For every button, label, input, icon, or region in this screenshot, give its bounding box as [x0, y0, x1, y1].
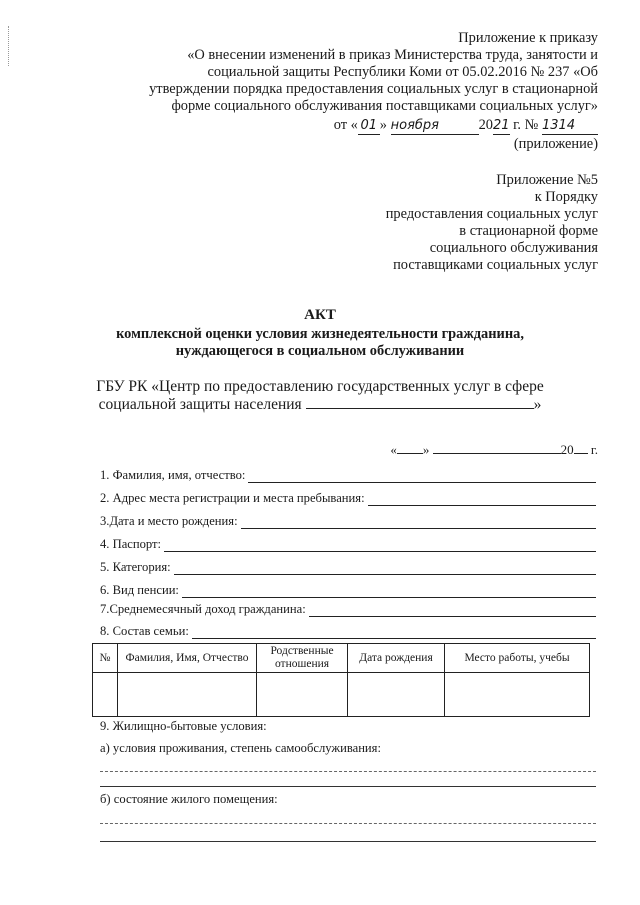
col-number: №: [93, 644, 118, 673]
act-date-open: «: [390, 442, 397, 457]
field-address-input[interactable]: [368, 494, 596, 506]
appendix5-line-1: Приложение №5: [496, 172, 598, 188]
col-relation: Родственные отношения: [257, 644, 348, 673]
table-cell[interactable]: [348, 673, 445, 717]
living-a-line-1[interactable]: [100, 771, 596, 772]
field-label: 8. Состав семьи:: [100, 624, 189, 638]
col-workplace: Место работы, учебы: [445, 644, 590, 673]
act-subtitle-1: комплексной оценки условия жизнедеятельности гражданина,: [116, 326, 524, 342]
appendix-title: Приложение к приказу: [458, 30, 598, 46]
field-address: [100, 491, 596, 506]
family-table: [92, 643, 590, 717]
living-title-text: 9. Жилищно-бытовые условия:: [100, 719, 267, 733]
appendix5-line-4: в стационарной форме: [459, 223, 598, 239]
col-birth-date: Дата рождения: [348, 644, 445, 673]
act-year-blank: [574, 443, 588, 454]
field-birth-input[interactable]: [241, 517, 596, 529]
act-year-prefix: 20: [560, 442, 574, 457]
field-label: 6. Вид пенсии:: [100, 583, 179, 597]
act-title: АКТ: [304, 307, 336, 323]
act-year-suffix: г.: [590, 442, 598, 457]
year-prefix: 20: [478, 117, 493, 133]
institution-name: социальной защиты населения: [98, 396, 302, 413]
living-a-text: а) условия проживания, степень самообслуживания:: [100, 741, 381, 755]
field-income-input[interactable]: [309, 605, 596, 617]
act-day-blank: [397, 443, 423, 454]
appendix5-line-2: к Порядку: [534, 189, 598, 205]
scan-margin-mark: [8, 26, 11, 66]
field-passport-input[interactable]: [164, 540, 596, 552]
living-b-label: [100, 792, 596, 807]
table-header-row: [93, 644, 590, 673]
date-day-handwritten: 01: [358, 117, 380, 135]
field-label: 4. Паспорт:: [100, 537, 162, 551]
order-line-1: «О внесении изменений в приказ Министерства труда, занятости и: [187, 47, 598, 63]
field-label: 7.Среднемесячный доход гражданина:: [100, 602, 306, 616]
field-passport: [100, 537, 596, 552]
living-a-label: [100, 741, 596, 756]
appendix5-line-3: предоставления социальных услуг: [385, 206, 598, 222]
year-handwritten: 21: [493, 118, 510, 133]
field-pension: [100, 583, 596, 598]
table-cell[interactable]: [445, 673, 590, 717]
order-line-4: форме социального обслуживания поставщиками социальных услуг»: [171, 98, 598, 114]
table-cell[interactable]: [118, 673, 257, 717]
table-cell[interactable]: [93, 673, 118, 717]
institution-line-1: ГБУ РК «Центр по предоставлению государственных услуг в сфере: [96, 378, 544, 395]
field-label: 2. Адрес места регистрации и места пребывания:: [100, 491, 365, 505]
date-prefix: от «: [333, 117, 358, 133]
act-subtitle-2: нуждающегося в социальном обслуживании: [175, 343, 465, 359]
order-line-3: утверждении порядка предоставления социальных услуг в стационарной: [149, 81, 598, 97]
act-date-line: [390, 441, 598, 458]
order-line-2: социальной защиты Республики Коми от 05.02.2016 № 237 «Об: [207, 64, 598, 80]
appendix-note: (приложение): [513, 136, 598, 152]
date-month-handwritten: ноября: [391, 117, 479, 135]
institution-blank: [306, 396, 534, 409]
field-income: [100, 602, 596, 617]
date-close: »: [379, 117, 387, 133]
table-cell[interactable]: [257, 673, 348, 717]
living-b-line-2[interactable]: [100, 841, 596, 842]
year-suffix: г.: [513, 117, 522, 133]
living-b-line-1[interactable]: [100, 823, 596, 824]
field-full-name-input[interactable]: [248, 471, 596, 483]
order-number-handwritten: 1314: [542, 117, 598, 135]
field-label: 3.Дата и место рождения:: [100, 514, 238, 528]
table-row: [93, 673, 590, 717]
act-date-close: »: [422, 442, 430, 457]
field-birth: [100, 514, 596, 529]
living-a-line-2[interactable]: [100, 786, 596, 787]
appendix5-line-6: поставщиками социальных услуг: [393, 257, 598, 273]
living-b-text: б) состояние жилого помещения:: [100, 792, 278, 806]
field-category-input[interactable]: [174, 563, 596, 575]
field-category: [100, 560, 596, 575]
living-title: [100, 719, 596, 734]
field-label: 5. Категория:: [100, 560, 171, 574]
field-pension-input[interactable]: [182, 586, 596, 598]
field-label: 1. Фамилия, имя, отчество:: [100, 468, 246, 482]
field-full-name: [100, 468, 596, 483]
institution-line-2: [0, 396, 640, 414]
field-family: [100, 624, 596, 639]
field-family-input[interactable]: [192, 627, 596, 639]
institution-close: »: [533, 396, 542, 413]
act-month-blank: [433, 443, 561, 454]
appendix5-line-5: социального обслуживания: [429, 240, 598, 256]
col-full-name: Фамилия, Имя, Отчество: [118, 644, 257, 673]
order-date-line: [334, 117, 598, 135]
number-prefix: №: [524, 117, 539, 133]
